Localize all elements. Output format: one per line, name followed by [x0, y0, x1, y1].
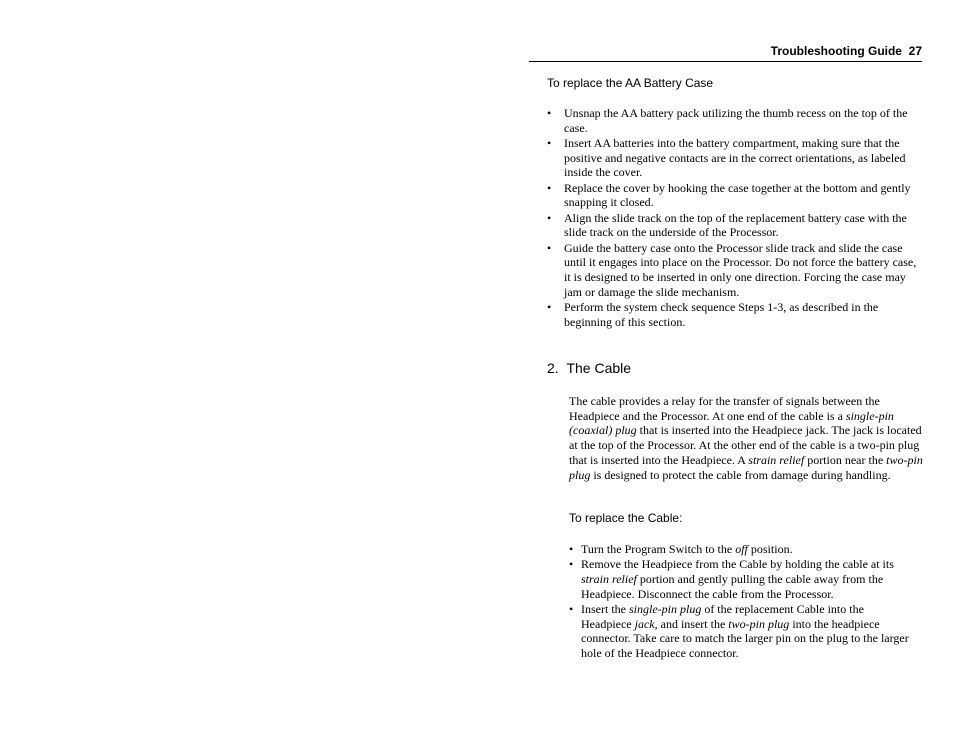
- list-item-term: jack: [634, 616, 655, 631]
- battery-steps-list: [547, 106, 923, 330]
- list-item: [547, 136, 923, 180]
- list-item: [547, 106, 923, 135]
- cable-description-text: is designed to protect the cable from damage during handling.: [590, 467, 891, 482]
- section-title: [547, 359, 631, 377]
- list-item-text: Turn the Program Switch to the: [581, 542, 736, 556]
- list-item-text: Guide the battery case onto the Processor slide track and slide the case until it engages into place on the Processor. Do not force the battery case, it is designed to be inserted in only one direction. Forcing the case may jam or damage the slide mechanism.: [564, 240, 917, 299]
- cable-description-text: that is inserted into the Headpiece jack. The jack is located at the top of the Processor. At the other end of the cable is a two-pin plug that is inserted into the Headpiece. A: [569, 423, 922, 467]
- list-item-term: strain relief: [581, 572, 637, 586]
- list-item-text: Insert the: [581, 602, 629, 616]
- battery-heading: To replace the AA Battery Case: [547, 76, 714, 90]
- list-item-text: into the headpiece connector. Take care to match the larger pin on the plug to the larger hole of the Headpiece connector.: [581, 616, 909, 661]
- list-item: [569, 557, 912, 601]
- cable-subheading: To replace the Cable:: [569, 511, 683, 525]
- section-title-text: The Cable: [566, 360, 632, 376]
- bullet-icon: •: [547, 136, 552, 150]
- bullet-icon: •: [569, 557, 574, 572]
- bullet-icon: •: [547, 106, 552, 120]
- list-item-text: Insert AA batteries into the battery compartment, making sure that the positive and negative contacts are in the correct orientations, as labeled inside the cover.: [564, 136, 906, 180]
- list-item-text: Align the slide track on the top of the replacement battery case with the slide track on the underside of the Processor.: [564, 210, 907, 240]
- cable-description-term: two-pin plug: [569, 452, 923, 482]
- page-header: [529, 42, 922, 62]
- list-item: [547, 300, 923, 329]
- cable-description-term: single-pin (coaxial) plug: [569, 408, 894, 438]
- list-item: [547, 181, 923, 210]
- list-item-term: single-pin plug: [628, 602, 702, 616]
- list-item-text: position.: [747, 542, 793, 556]
- list-item-text: Remove the Headpiece from the Cable by holding the cable at its: [581, 557, 894, 572]
- list-item-text: , and insert the: [654, 616, 729, 631]
- section-number: 2.: [547, 360, 559, 376]
- cable-description-text: The cable provides a relay for the transfer of signals between the Headpiece and the Processor. At one end of the cable is a: [569, 394, 880, 423]
- bullet-icon: •: [547, 180, 552, 195]
- cable-steps-list: [569, 542, 912, 661]
- bullet-icon: •: [547, 240, 552, 255]
- cable-description-term: strain relief: [748, 452, 805, 467]
- page-header-title: Troubleshooting Guide 27: [770, 44, 922, 58]
- list-item: [547, 241, 923, 300]
- list-item-text: of the replacement Cable into the Headpiece: [581, 602, 864, 631]
- list-item: [547, 211, 923, 240]
- list-item-term: two-pin plug: [728, 616, 790, 631]
- cable-description-text: portion near the: [804, 452, 887, 467]
- bullet-icon: •: [547, 210, 552, 225]
- bullet-icon: •: [569, 602, 574, 616]
- cable-description: [569, 394, 923, 482]
- list-item-text: Unsnap the AA battery pack utilizing the thumb recess on the top of the case.: [564, 106, 908, 135]
- bullet-icon: •: [569, 542, 574, 556]
- list-item: [569, 542, 912, 557]
- list-item-text: Replace the cover by hooking the case together at the bottom and gently snapping it closed.: [564, 180, 911, 210]
- list-item-text: Perform the system check sequence Steps 1-3, as described in the beginning of this section.: [564, 300, 879, 329]
- list-item: [569, 602, 912, 661]
- list-item-text: portion and gently pulling the cable away from the Headpiece. Disconnect the cable from the Processor.: [581, 572, 884, 601]
- bullet-icon: •: [547, 300, 552, 315]
- list-item-term: off: [735, 542, 748, 556]
